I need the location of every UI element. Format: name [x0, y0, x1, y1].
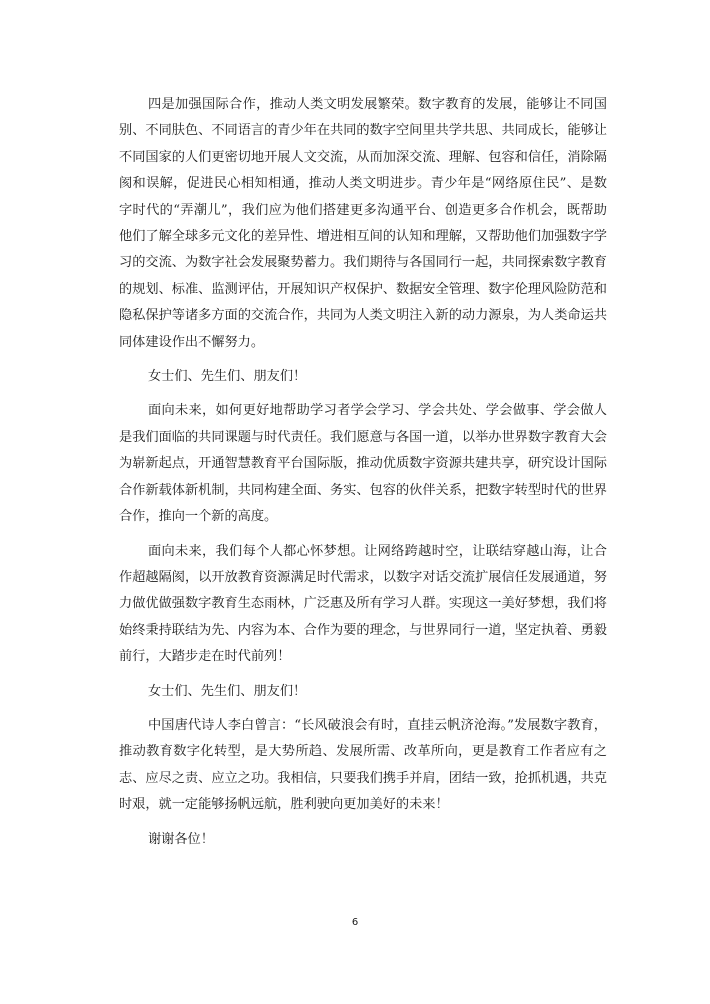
paragraph-salutation: 女士们、先生们、朋友们！: [148, 683, 307, 699]
paragraph-salutation: 女士们、先生们、朋友们！: [148, 369, 307, 385]
paragraph-thanks: 谢谢各位！: [148, 831, 214, 847]
paragraph-future-dream: 面向未来，我们每个人都心怀梦想。让网络跨越时空，让联结穿越山海，让合作超越隔阂，以开放教育资源满足时代需求，以数字对话交流扩展信任发展通道，努力做优做强数字教育生态雨林，广泛惠及所有学习人群。实现这一美好梦想，我们将始终秉持联结为先、内容为本、合作为要的理念，与世界同行一道，坚定执着、勇毅前行，大踏步走在时代前列！: [119, 543, 607, 665]
page-number: 6: [351, 917, 359, 928]
paragraph-li-bai-quote: 中国唐代诗人李白曾言：“长风破浪会有时，直挂云帆济沧海。”发展数字教育，推动教育数字化转型，是大势所趋、发展所需、改革所向，更是教育工作者应有之志、应尽之责、应立之功。我相信，只要我们携手并肩，团结一致，抢抓机遇，共克时艰，就一定能够扬帆远航，胜利驶向更加美好的未来！: [119, 717, 607, 813]
body-text: [119, 92, 607, 861]
paragraph-international-cooperation: 四是加强国际合作，推动人类文明发展繁荣。数字教育的发展，能够让不同国别、不同肤色、不同语言的青少年在共同的数字空间里共学共思、共同成长，能够让不同国家的人们更密切地开展人文交流，从而加深交流、理解、包容和信任，消除隔阂和误解，促进民心相知相通，推动人类文明进步。青少年是“网络原住民”、是数字时代的“弄潮儿”，我们应为他们搭建更多沟通平台、创造更多合作机会，既帮助他们了解全球多元文化的差异性、增进相互间的认知和理解，又帮助他们加强数字学习的交流、为数字社会发展聚势蓄力。我们期待与各国同行一起，共同探索数字教育的规划、标准、监测评估，开展知识产权保护、数据安全管理、数字伦理风险防范和隐私保护等诸多方面的交流合作，共同为人类文明注入新的动力源泉，为人类命运共同体建设作出不懈努力。: [119, 97, 607, 350]
paragraph-future-cooperation: 面向未来，如何更好地帮助学习者学会学习、学会共处、学会做事、学会做人是我们面临的共同课题与时代责任。我们愿意与各国一道，以举办世界数字教育大会为崭新起点，开通智慧教育平台国际版，推动优质数字资源共建共享，研究设计国际合作新载体新机制，共同构建全面、务实、包容的伙伴关系，把数字转型时代的世界合作，推向一个新的高度。: [119, 403, 607, 525]
